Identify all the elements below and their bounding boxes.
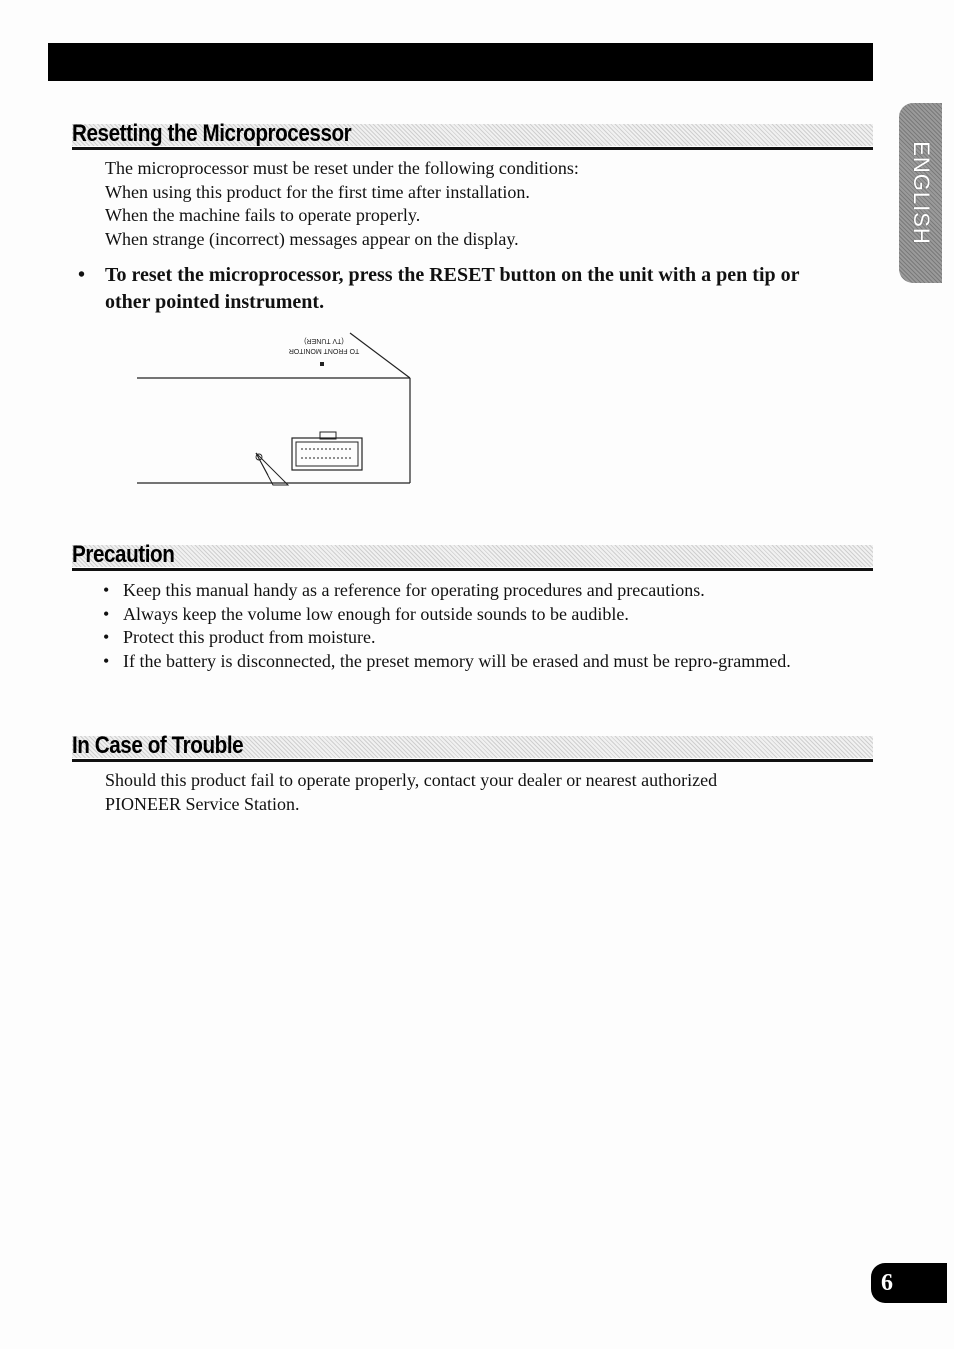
reset-line: When the machine fails to operate properly. [105,205,421,225]
language-tab-label: ENGLISH [908,141,934,245]
bullet-dot: • [103,580,110,600]
language-tab [899,103,942,283]
section-heading-trouble [72,732,873,762]
list-item [103,626,803,650]
figure-label-tuner: (TV TUNER) [304,337,344,344]
heading-rule [72,568,873,571]
label-marker [320,362,324,366]
list-item [103,579,803,603]
trouble-text [105,769,717,816]
reset-conditions [105,157,579,251]
trouble-line: Should this product fail to operate properly, contact your dealer or nearest authorized [105,770,718,790]
page-number-tab [871,1263,947,1303]
heading-rule [72,147,873,150]
heading-band [72,545,873,567]
reset-instruction [78,262,848,316]
list-item-text: If the battery is disconnected, the preset memory will be erased and must be repro-grammed. [123,650,791,671]
reset-line: The microprocessor must be reset under the following conditions: [105,158,579,178]
list-item-text: Protect this product from moisture. [123,627,376,647]
list-item [103,650,803,674]
section-title-reset: Resetting the Microprocessor [72,120,352,147]
figure-label-group [289,337,359,354]
reset-line: When using this product for the first time after installation. [105,181,530,202]
trouble-line: PIONEER Service Station. [105,793,300,814]
page-number: 6 [881,1270,893,1296]
reset-instruction-text: To reset the microprocessor, press the RESET button on the unit with a pen tip or other pointed instrument. [105,264,800,313]
bullet-dot: • [103,603,110,624]
heading-rule [72,759,873,762]
bullet-dot: • [103,627,110,647]
bullet-dot: • [78,264,86,286]
list-item-text: Keep this manual handy as a reference for operating procedures and precautions. [123,580,705,600]
list-item-text: Always keep the volume low enough for outside sounds to be audible. [123,603,629,624]
section-title-trouble: In Case of Trouble [72,732,244,759]
pen-tip-icon [256,453,288,485]
unit-edge [350,333,410,378]
list-item [103,603,803,627]
figure-label-monitor: TO FRONT MONITOR [288,347,360,354]
section-title-precaution: Precaution [72,541,175,568]
precaution-list [103,579,803,673]
section-heading-precaution [72,541,873,571]
reset-line: When strange (incorrect) messages appear on the display. [105,228,519,249]
section-heading-reset [72,120,873,150]
header-bar [48,43,873,81]
connector-icon [292,432,362,470]
bullet-dot: • [103,650,110,671]
reset-button-illustration [132,325,422,495]
